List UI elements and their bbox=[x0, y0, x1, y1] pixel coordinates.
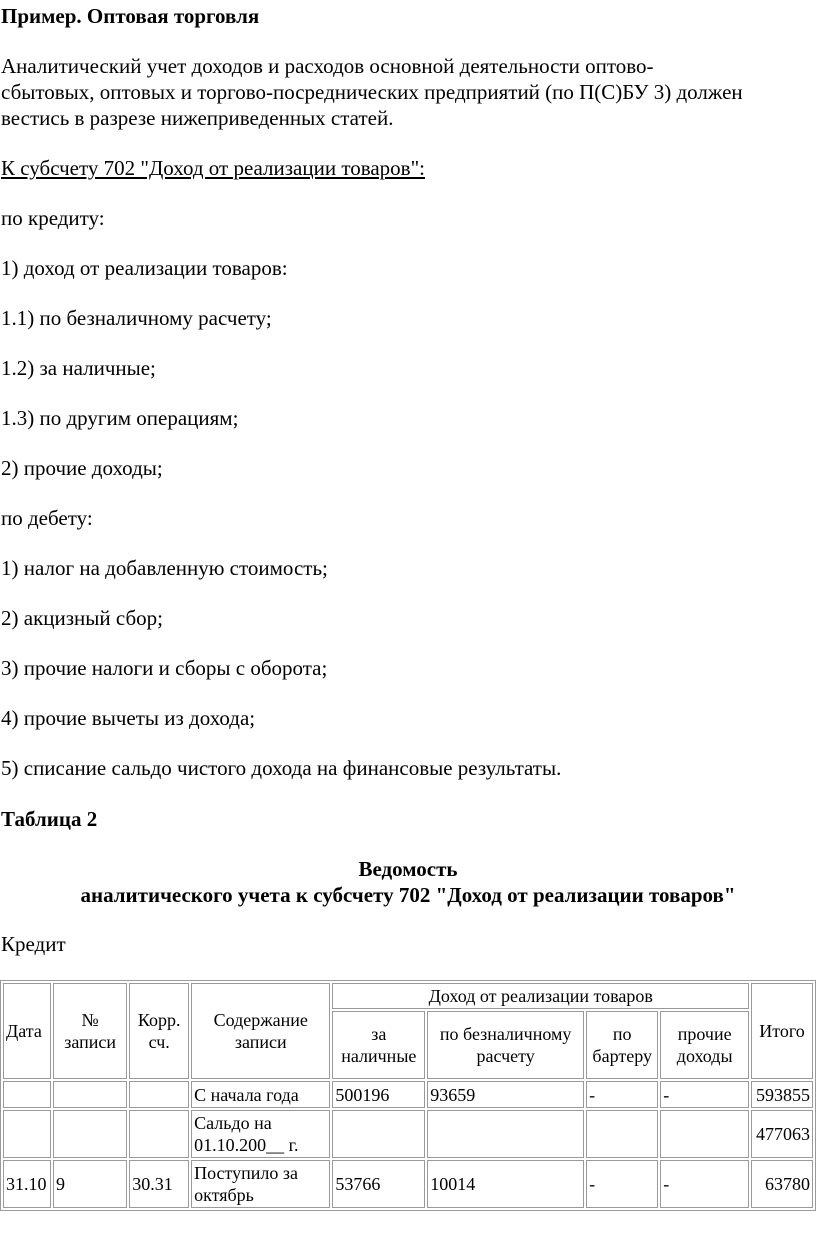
cell-entry-no bbox=[53, 1110, 127, 1158]
cell-noncash: 93659 bbox=[427, 1081, 584, 1108]
header-entry-no: № записи bbox=[53, 983, 127, 1079]
header-noncash: по безналичному расчету bbox=[427, 1011, 584, 1079]
cell-corr: 30.31 bbox=[129, 1160, 189, 1208]
cell-total: 477063 bbox=[751, 1110, 813, 1158]
cell-entry-no: 9 bbox=[53, 1160, 127, 1208]
cell-date: 31.10 bbox=[3, 1160, 51, 1208]
cell-date bbox=[3, 1081, 51, 1108]
credit-item: 1.3) по другим операциям; bbox=[1, 406, 239, 430]
header-income-group: Доход от реализации товаров bbox=[332, 983, 749, 1009]
header-barter: по бартеру bbox=[586, 1011, 658, 1079]
debit-label: по дебету: bbox=[1, 506, 93, 530]
debit-item: 4) прочие вычеты из дохода; bbox=[1, 706, 256, 730]
cell-total: 593855 bbox=[751, 1081, 813, 1108]
cell-cash: 53766 bbox=[332, 1160, 425, 1208]
header-total: Итого bbox=[751, 983, 813, 1079]
intro-line-3: вестись в разрезе нижеприведенных статей. bbox=[1, 106, 394, 130]
table-row bbox=[3, 1160, 813, 1208]
header-row bbox=[3, 983, 813, 1009]
debit-item: 1) налог на добавленную стоимость; bbox=[1, 556, 328, 580]
credit-item: 1) доход от реализации товаров: bbox=[1, 256, 288, 280]
intro-line-1: Аналитический учет доходов и расходов основной деятельности оптово- bbox=[1, 54, 654, 78]
cell-corr bbox=[129, 1081, 189, 1108]
debit-item: 3) прочие налоги и сборы с оборота; bbox=[1, 656, 328, 680]
cell-entry-no bbox=[53, 1081, 127, 1108]
cell-cash bbox=[332, 1110, 425, 1158]
credit-item: 1.1) по безналичному расчету; bbox=[1, 306, 272, 330]
cell-noncash: 10014 bbox=[427, 1160, 584, 1208]
table-row bbox=[3, 1110, 813, 1158]
header-date: Дата bbox=[3, 983, 51, 1079]
document-heading: Пример. Оптовая торговля bbox=[1, 4, 260, 28]
cell-barter: - bbox=[586, 1160, 658, 1208]
statement-title: Ведомость bbox=[358, 857, 458, 881]
cell-date bbox=[3, 1110, 51, 1158]
cell-total: 63780 bbox=[751, 1160, 813, 1208]
cell-description: Поступило за октябрь bbox=[191, 1160, 330, 1208]
cell-barter bbox=[586, 1110, 658, 1158]
table-row bbox=[3, 1081, 813, 1108]
cell-other: - bbox=[660, 1160, 749, 1208]
ledger-table bbox=[0, 980, 816, 1211]
credit-label: по кредиту: bbox=[1, 206, 105, 230]
cell-cash: 500196 bbox=[332, 1081, 425, 1108]
cell-corr bbox=[129, 1110, 189, 1158]
header-other: прочие доходы bbox=[660, 1011, 749, 1079]
cell-noncash bbox=[427, 1110, 584, 1158]
cell-barter: - bbox=[586, 1081, 658, 1108]
credit-item: 1.2) за наличные; bbox=[1, 356, 156, 380]
side-label: Кредит bbox=[1, 932, 66, 956]
cell-description: Сальдо на 01.10.200__ г. bbox=[191, 1110, 330, 1158]
header-corr-account: Корр. сч. bbox=[129, 983, 189, 1079]
debit-item: 2) акцизный сбор; bbox=[1, 606, 163, 630]
header-cash: за наличные bbox=[332, 1011, 425, 1079]
debit-item: 5) списание сальдо чистого дохода на финансовые результаты. bbox=[1, 756, 562, 780]
statement-subtitle: аналитического учета к субсчету 702 "Доход от реализации товаров" bbox=[80, 883, 736, 907]
table-label: Таблица 2 bbox=[1, 807, 98, 831]
cell-other bbox=[660, 1110, 749, 1158]
cell-other: - bbox=[660, 1081, 749, 1108]
cell-description: С начала года bbox=[191, 1081, 330, 1108]
intro-line-2: сбытовых, оптовых и торгово-посреднических предприятий (по П(С)БУ 3) должен bbox=[1, 80, 743, 104]
header-description: Содержание записи bbox=[191, 983, 330, 1079]
subaccount-title: К субсчету 702 "Доход от реализации товаров": bbox=[1, 156, 426, 180]
credit-item: 2) прочие доходы; bbox=[1, 456, 163, 480]
